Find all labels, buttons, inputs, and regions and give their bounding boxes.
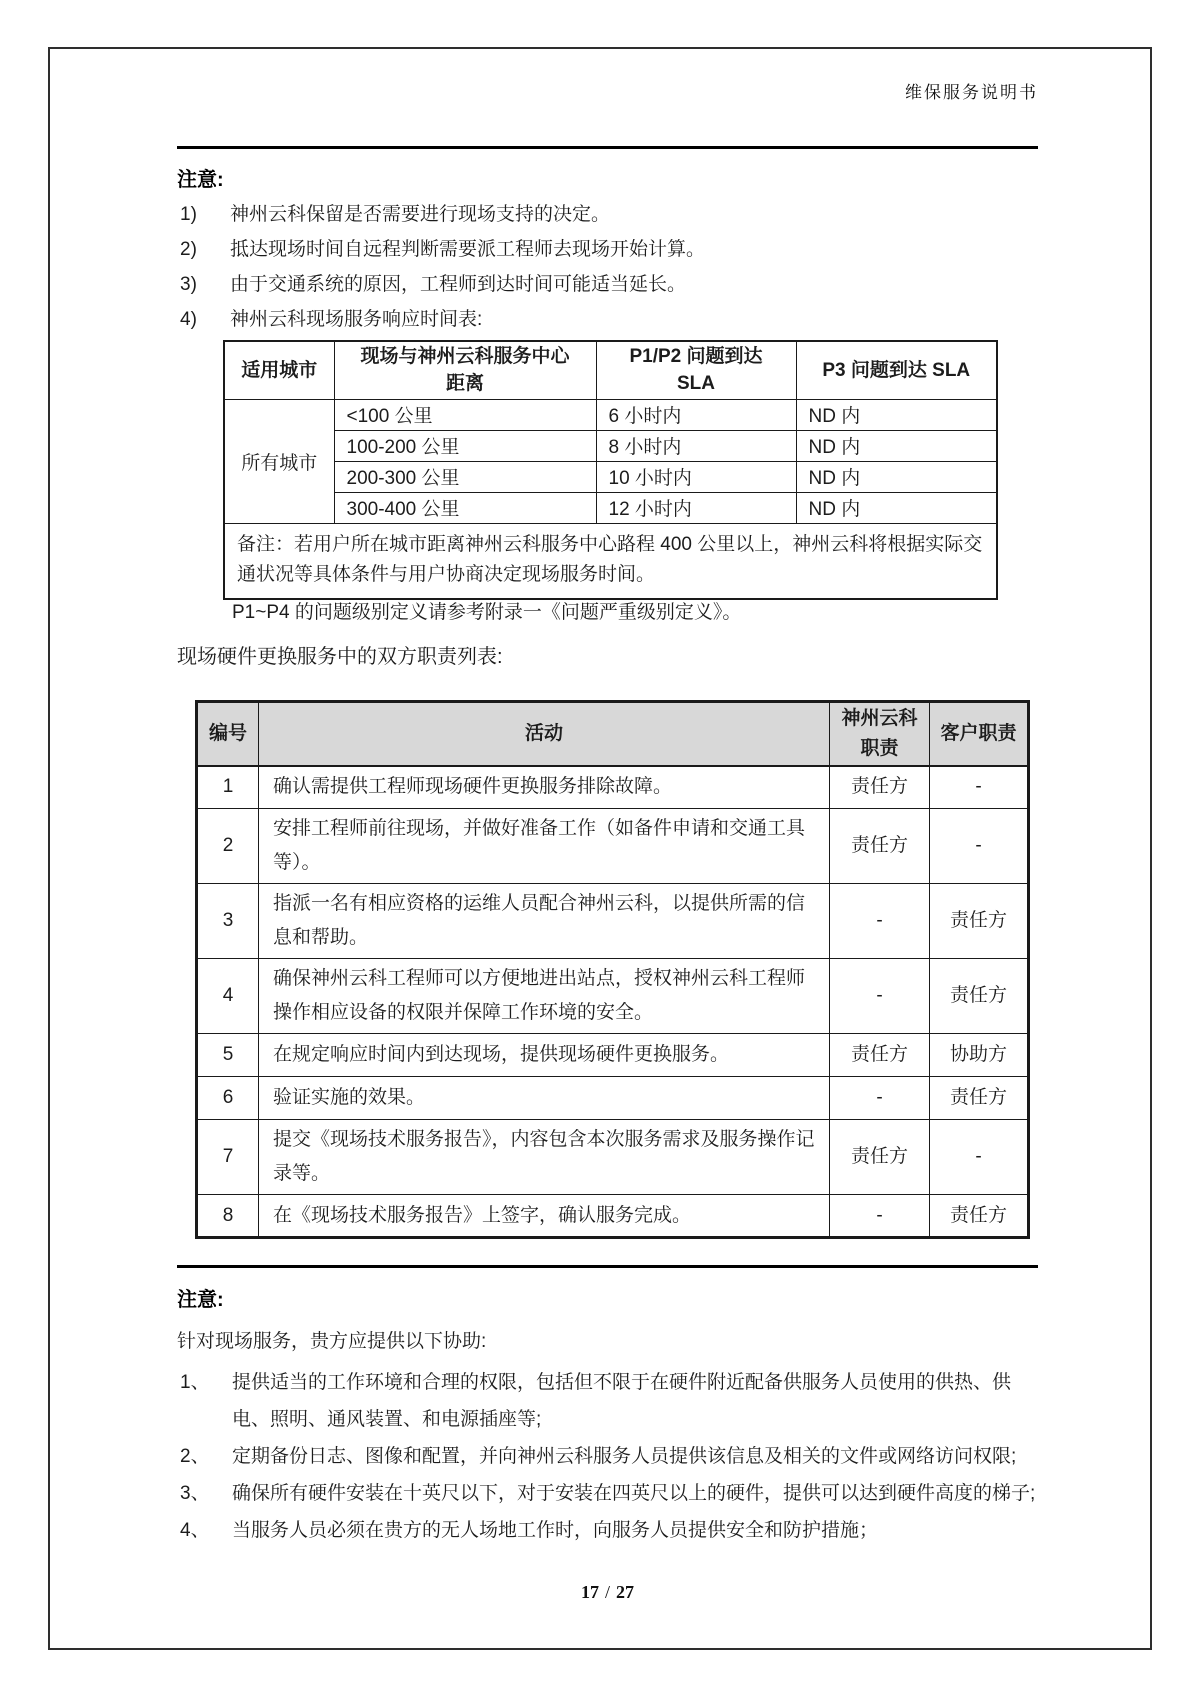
activity-cell: 在《现场技术服务报告》上签字，确认服务完成。 — [259, 1195, 830, 1238]
row-number-cell: 6 — [197, 1077, 259, 1120]
table-row — [197, 766, 1029, 809]
list-item-text: 当服务人员必须在贵方的无人场地工作时，向服务人员提供安全和防护措施； — [232, 1520, 879, 1541]
list-item — [180, 307, 1038, 333]
vendor-role-cell: - — [830, 1077, 930, 1120]
distance-cell: 100-200 公里 — [334, 430, 596, 461]
list-item — [180, 1512, 1038, 1549]
vendor-role-cell: - — [830, 1195, 930, 1238]
header-rule — [177, 146, 1038, 149]
list-item — [180, 1364, 1038, 1438]
notice-bottom-label: 注意: — [177, 1289, 224, 1311]
list-item-text: 抵达现场时间自远程判断需要派工程师去现场开始计算。 — [230, 239, 706, 260]
activity-cell: 确认需提供工程师现场硬件更换服务排除故障。 — [259, 766, 830, 809]
list-item — [180, 272, 1038, 298]
column-header: P1/P2 问题到达 SLA — [596, 341, 796, 399]
p3-sla-cell: ND 内 — [796, 430, 997, 461]
page-footer — [177, 1582, 1038, 1603]
table-header-row — [224, 341, 997, 399]
distance-cell: <100 公里 — [334, 399, 596, 430]
table-row — [197, 1077, 1029, 1120]
row-number-cell: 1 — [197, 766, 259, 809]
customer-role-cell: - — [930, 809, 1029, 884]
p3-sla-cell: ND 内 — [796, 492, 997, 523]
row-number-cell: 2 — [197, 809, 259, 884]
customer-role-cell: 责任方 — [930, 884, 1029, 959]
vendor-role-cell: - — [830, 959, 930, 1034]
customer-role-cell: - — [930, 766, 1029, 809]
list-item-number: 4) — [180, 309, 197, 330]
table-header-row — [197, 702, 1029, 766]
remark-cell: 备注：若用户所在城市距离神州云科服务中心路程 400 公里以上，神州云科将根据实际交通状况等具体条件与用户协商决定现场服务时间。 — [224, 523, 997, 599]
vendor-role-cell: 责任方 — [830, 809, 930, 884]
list-item-text: 由于交通系统的原因，工程师到达时间可能适当延长。 — [230, 274, 687, 295]
customer-role-cell: 协助方 — [930, 1034, 1029, 1077]
column-header: 活动 — [259, 702, 830, 766]
column-header: 适用城市 — [224, 341, 334, 399]
table-row — [224, 492, 997, 523]
notice-bottom-intro: 针对现场服务，贵方应提供以下协助: — [177, 1331, 487, 1352]
list-item-text: 定期备份日志、图像和配置，并向神州云科服务人员提供该信息及相关的文件或网络访问权限; — [232, 1446, 1017, 1467]
row-number-cell: 8 — [197, 1195, 259, 1238]
distance-cell: 200-300 公里 — [334, 461, 596, 492]
notice-bottom-list — [180, 1364, 1038, 1549]
table-row — [197, 959, 1029, 1034]
row-number-cell: 3 — [197, 884, 259, 959]
responsibility-table — [195, 700, 1030, 1239]
row-number-cell: 5 — [197, 1034, 259, 1077]
vendor-role-cell: - — [830, 884, 930, 959]
p1p2-sla-cell: 8 小时内 — [596, 430, 796, 461]
list-item-number: 2、 — [180, 1446, 210, 1467]
activity-cell: 提交《现场技术服务报告》，内容包含本次服务需求及服务操作记录等。 — [259, 1120, 830, 1195]
city-group-cell: 所有城市 — [224, 399, 334, 523]
column-header: 现场与神州云科服务中心距离 — [334, 341, 596, 399]
activity-cell: 确保神州云科工程师可以方便地进出站点，授权神州云科工程师操作相应设备的权限并保障工作环境的安全。 — [259, 959, 830, 1034]
table-row — [197, 1034, 1029, 1077]
page-number-total: 27 — [616, 1582, 634, 1602]
activity-cell: 安排工程师前往现场，并做好准备工作（如备件申请和交通工具等）。 — [259, 809, 830, 884]
list-item — [180, 1475, 1038, 1512]
p3-sla-cell: ND 内 — [796, 461, 997, 492]
table-row — [224, 430, 997, 461]
document-header-title: 维保服务说明书 — [905, 83, 1038, 102]
table-row — [224, 461, 997, 492]
row-number-cell: 7 — [197, 1120, 259, 1195]
list-item-number: 1) — [180, 204, 197, 225]
sla-response-table — [223, 340, 998, 600]
customer-role-cell: 责任方 — [930, 1077, 1029, 1120]
list-item-text: 神州云科保留是否需要进行现场支持的决定。 — [230, 204, 611, 225]
column-header: 编号 — [197, 702, 259, 766]
page-number-current: 17 — [580, 1582, 599, 1602]
notice-top-list — [180, 202, 1038, 342]
column-header: 客户职责 — [930, 702, 1029, 766]
p1p2-sla-cell: 12 小时内 — [596, 492, 796, 523]
notice-top-label: 注意: — [177, 169, 224, 191]
list-item-text: 神州云科现场服务响应时间表: — [230, 309, 483, 330]
column-header: 神州云科职责 — [830, 702, 930, 766]
list-item — [180, 202, 1038, 228]
list-item — [180, 1438, 1038, 1475]
table-row — [224, 399, 997, 430]
table-row — [197, 884, 1029, 959]
customer-role-cell: 责任方 — [930, 959, 1029, 1034]
p3-sla-cell: ND 内 — [796, 399, 997, 430]
list-item-number: 3、 — [180, 1483, 210, 1504]
list-item — [180, 237, 1038, 263]
column-header: P3 问题到达 SLA — [796, 341, 997, 399]
vendor-role-cell: 责任方 — [830, 766, 930, 809]
table-remark-row — [224, 523, 997, 599]
distance-cell: 300-400 公里 — [334, 492, 596, 523]
p1p2-sla-cell: 6 小时内 — [596, 399, 796, 430]
vendor-role-cell: 责任方 — [830, 1120, 930, 1195]
list-item-text: 确保所有硬件安装在十英尺以下，对于安装在四英尺以上的硬件，提供可以达到硬件高度的梯子; — [232, 1483, 1036, 1504]
page-number-separator: / — [604, 1582, 610, 1602]
list-item-number: 3) — [180, 274, 197, 295]
customer-role-cell: - — [930, 1120, 1029, 1195]
list-item-number: 1、 — [180, 1372, 210, 1393]
table-row — [197, 809, 1029, 884]
activity-cell: 验证实施的效果。 — [259, 1077, 830, 1120]
section-divider-rule — [177, 1265, 1038, 1268]
list-item-number: 2) — [180, 239, 197, 260]
vendor-role-cell: 责任方 — [830, 1034, 930, 1077]
section-title: 现场硬件更换服务中的双方职责列表: — [177, 646, 503, 668]
activity-cell: 指派一名有相应资格的运维人员配合神州云科，以提供所需的信息和帮助。 — [259, 884, 830, 959]
p1p2-sla-cell: 10 小时内 — [596, 461, 796, 492]
severity-definition-note: P1~P4 的问题级别定义请参考附录一《问题严重级别定义》。 — [232, 602, 742, 623]
row-number-cell: 4 — [197, 959, 259, 1034]
activity-cell: 在规定响应时间内到达现场，提供现场硬件更换服务。 — [259, 1034, 830, 1077]
table-row — [197, 1195, 1029, 1238]
list-item-text: 提供适当的工作环境和合理的权限，包括但不限于在硬件附近配备供服务人员使用的供热、供电、照明、通风装置、和电源插座等; — [232, 1372, 1012, 1430]
list-item-number: 4、 — [180, 1520, 210, 1541]
table-row — [197, 1120, 1029, 1195]
customer-role-cell: 责任方 — [930, 1195, 1029, 1238]
